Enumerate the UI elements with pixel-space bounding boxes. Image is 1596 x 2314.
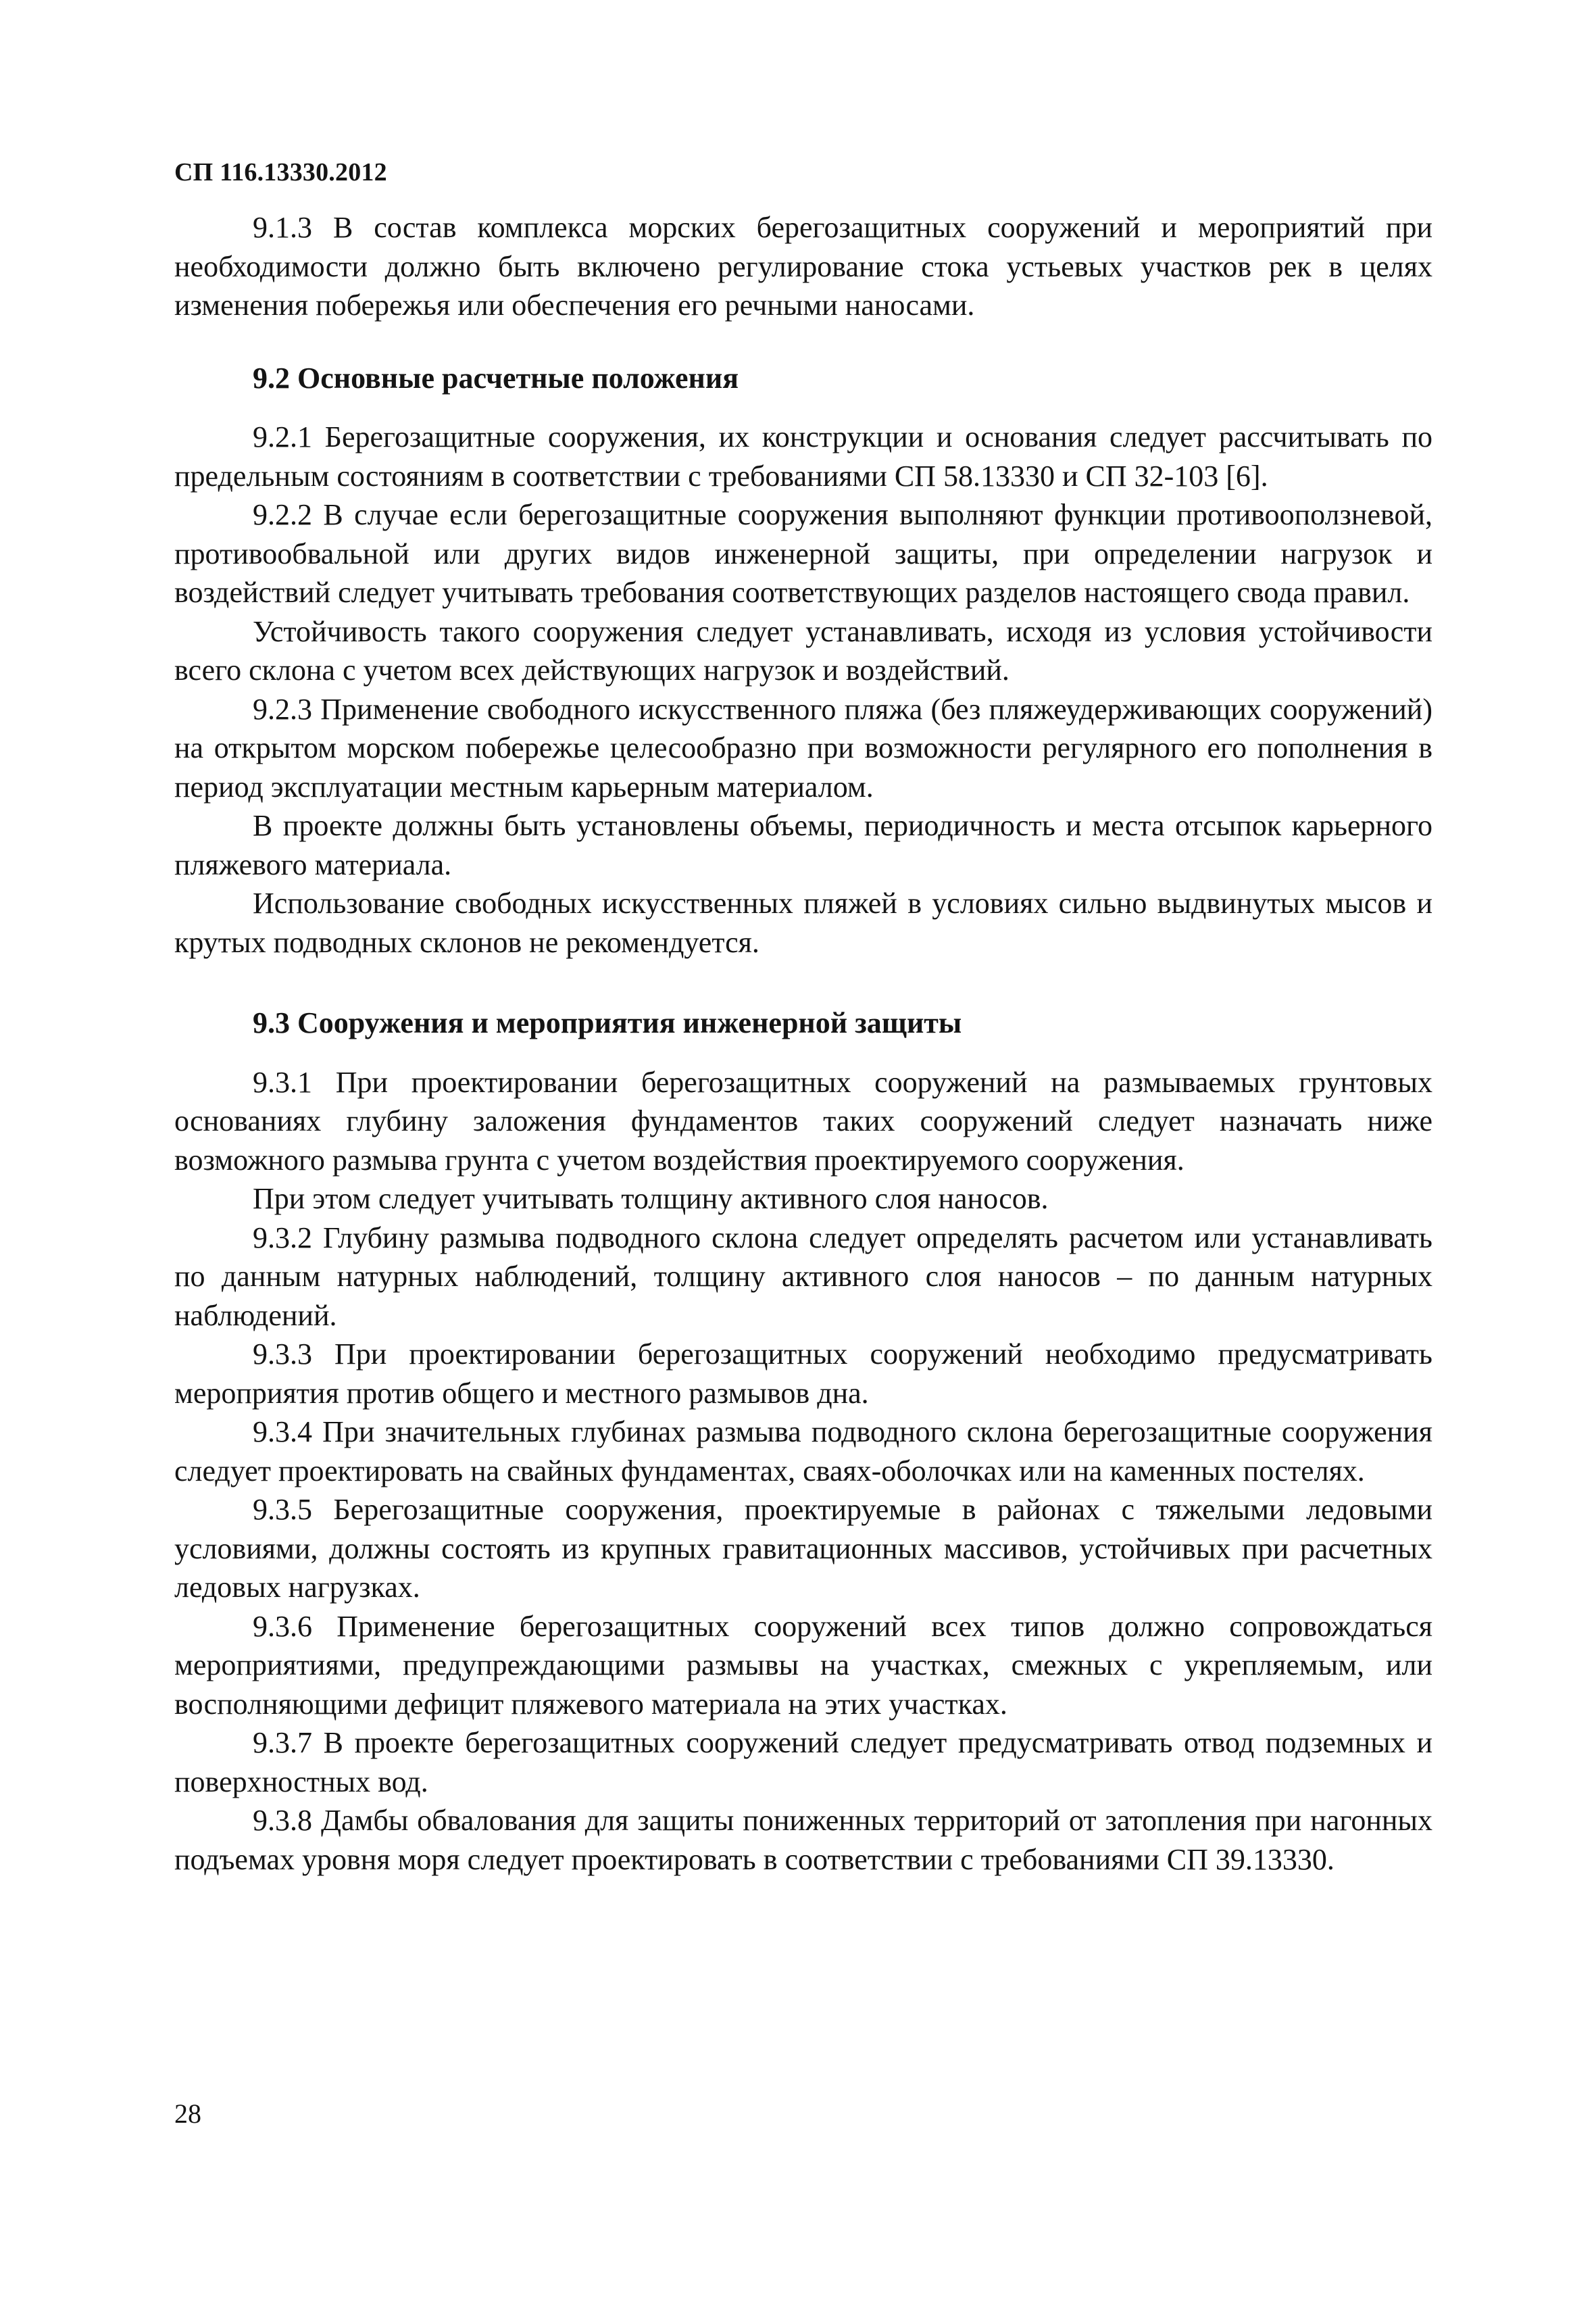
paragraph-9-1-3: 9.1.3 В состав комплекса морских берегозащитных сооружений и мероприятий при необходимости должно быть включено регулирование стока устьевых участков рек в целях изменения побережья или обеспечения его речными наносами.: [174, 211, 1432, 322]
page-number: 28: [174, 2098, 201, 2129]
paragraph-9-3-4: 9.3.4 При значительных глубинах размыва подводного склона берегозащитные сооружения следует проектировать на свайных фундаментах, сваях-оболочках или на каменных постелях.: [174, 1415, 1432, 1487]
paragraph-9-3-1: 9.3.1 При проектировании берегозащитных сооружений на размываемых грунтовых основаниях глубину заложения фундаментов таких сооружений следует назначать ниже возможного размыва грунта с учетом воздействия проектируемого сооружения.: [174, 1065, 1432, 1177]
paragraph-9-2-2-stability: Устойчивость такого сооружения следует устанавливать, исходя из условия устойчивости всего склона с учетом всех действующих нагрузок и воздействий.: [174, 614, 1432, 687]
paragraph-9-3-3: 9.3.3 При проектировании берегозащитных сооружений необходимо предусматривать мероприятия против общего и местного размывов дна.: [174, 1337, 1432, 1410]
paragraph-9-3-5: 9.3.5 Берегозащитные сооружения, проектируемые в районах с тяжелыми ледовыми условиями, должны состоять из крупных гравитационных массивов, устойчивых при расчетных ледовых нагрузках.: [174, 1493, 1432, 1604]
section-title-9-2: 9.2 Основные расчетные положения: [253, 361, 739, 395]
document-code-header: СП 116.13330.2012: [174, 158, 387, 187]
document-page: [174, 157, 1432, 1879]
paragraph-9-3-1-thickness: При этом следует учитывать толщину активного слоя наносов.: [253, 1182, 1049, 1215]
paragraph-9-3-7: 9.3.7 В проекте берегозащитных сооружений следует предусматривать отвод подземных и поверхностных вод.: [174, 1726, 1432, 1798]
paragraph-9-2-3-usage: Использование свободных искусственных пляжей в условиях сильно выдвинутых мысов и крутых подводных склонов не рекомендуется.: [174, 887, 1432, 959]
paragraph-9-2-3: 9.2.3 Применение свободного искусственного пляжа (без пляжеудерживающих сооружений) на открытом морском побережье целесообразно при возможности регулярного его пополнения в период эксплуатации местным карьерным материалом.: [174, 692, 1432, 804]
section-title-9-3: 9.3 Сооружения и мероприятия инженерной защиты: [253, 1006, 962, 1039]
paragraph-9-3-8: 9.3.8 Дамбы обвалования для защиты пониженных территорий от затопления при нагонных подъемах уровня моря следует проектировать в соответствии с требованиями СП 39.13330.: [174, 1804, 1432, 1876]
paragraph-9-2-1: 9.2.1 Берегозащитные сооружения, их конструкции и основания следует рассчитывать по предельным состояниям в соответствии с требованиями СП 58.13330 и СП 32-103 [6].: [174, 420, 1432, 493]
paragraph-9-3-2: 9.3.2 Глубину размыва подводного склона следует определять расчетом или устанавливать по данным натурных наблюдений, толщину активного слоя наносов – по данным натурных наблюдений.: [174, 1221, 1432, 1332]
paragraph-9-3-6: 9.3.6 Применение берегозащитных сооружений всех типов должно сопровождаться мероприятиями, предупреждающими размывы на участках, смежных с укрепляемым, или восполняющими дефицит пляжевого материала на этих участках.: [174, 1609, 1432, 1721]
paragraph-9-2-3-volumes: В проекте должны быть установлены объемы, периодичность и места отсыпок карьерного пляжевого материала.: [174, 809, 1432, 881]
paragraph-9-2-2: 9.2.2 В случае если берегозащитные сооружения выполняют функции противооползневой, противообвальной или других видов инженерной защиты, при определении нагрузок и воздействий следует учитывать требования соответствующих разделов настоящего свода правил.: [174, 498, 1432, 609]
